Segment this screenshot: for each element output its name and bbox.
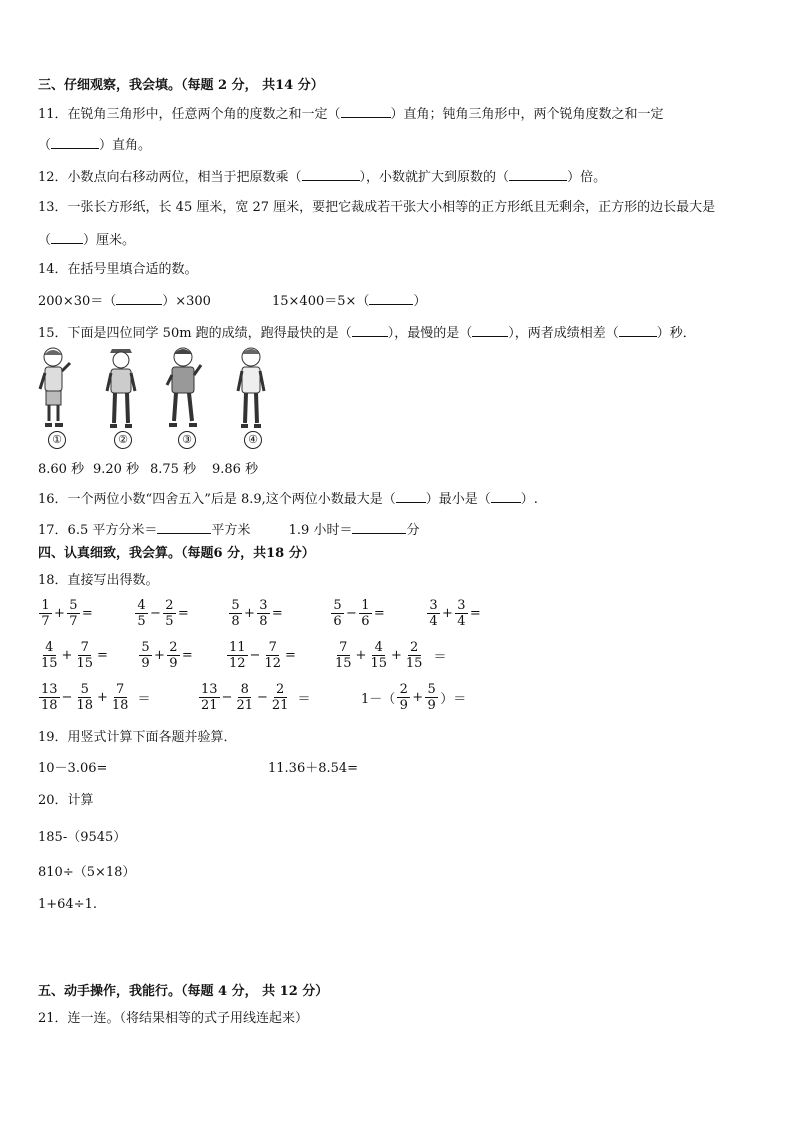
fraction-expr-r3-1 [38, 682, 151, 713]
denominator: 18 [41, 698, 58, 713]
q17-text-c: 1.9 小时＝ [288, 523, 353, 538]
q11-text-c: （ [38, 138, 52, 153]
runner-3-figure [163, 345, 207, 431]
question-19-title: 19．用竖式计算下面各题并验算． [38, 730, 237, 745]
denominator: 7 [69, 614, 78, 629]
runner-2-time: 9.20 秒 [93, 462, 140, 477]
fraction [39, 640, 60, 671]
fraction [455, 598, 468, 629]
question-14-right [272, 292, 426, 310]
operator: − [346, 606, 357, 621]
operator: + [442, 606, 453, 621]
q13-text-c: ）厘米。 [83, 233, 136, 248]
question-13: 13．一张长方形纸，长 45 厘米，宽 27 厘米，要把它裁成若干张大小相等的正方形纸且无剩余，正方形的边长最大是 [38, 200, 716, 215]
numerator: 2 [167, 640, 180, 656]
numerator: 5 [78, 682, 91, 698]
runner-4-mark: ④ [244, 431, 262, 449]
operator: − [221, 690, 233, 705]
runner-1-mark: ① [48, 431, 66, 449]
denominator: 15 [370, 656, 387, 671]
question-16 [38, 490, 538, 508]
q20-item-1: 185-（9545） [38, 830, 127, 845]
equals: ＝ [137, 692, 151, 707]
fraction-expr-r1-4 [330, 598, 386, 629]
numerator: 3 [257, 598, 270, 614]
fraction [67, 598, 80, 629]
runner-3-mark: ③ [178, 431, 196, 449]
q15-text-a: 15．下面是四位同学 50m 跑的成绩，跑得最快的是（ [38, 326, 352, 341]
denominator: 15 [41, 656, 58, 671]
numerator: 3 [427, 598, 440, 614]
q12-blank-2[interactable] [509, 168, 567, 181]
q15-blank-2[interactable] [472, 324, 508, 337]
denominator: 12 [229, 656, 246, 671]
denominator: 18 [76, 698, 93, 713]
numerator: 2 [408, 640, 421, 656]
denominator: 4 [457, 614, 466, 629]
numerator: 5 [229, 598, 242, 614]
fraction-expr-r3-2 [198, 682, 311, 713]
question-12 [38, 168, 606, 186]
q17-text-a: 17．6.5 平方分米＝ [38, 523, 158, 538]
question-18-title: 18．直接写出得数。 [38, 573, 159, 588]
operator: − [257, 690, 268, 705]
question-11 [38, 105, 664, 123]
section-5-title: 五、动手操作，我能行。（每题 4 分， 共 12 分） [38, 984, 329, 999]
q11-blank-2[interactable] [51, 136, 99, 149]
equals: ＝ [297, 692, 311, 707]
fraction-expr-r3-3 [360, 682, 467, 713]
runner-4-time: 9.86 秒 [212, 462, 259, 477]
denominator: 9 [169, 656, 178, 671]
operator: + [244, 606, 255, 621]
q19-left: 10－3.06= [38, 761, 108, 776]
denominator: 12 [264, 656, 281, 671]
q17-blank-1[interactable] [157, 521, 211, 534]
operator: + [154, 648, 165, 663]
fraction [167, 640, 180, 671]
section-3-title: 三、仔细观察，我会填。（每题 2 分， 共14 分） [38, 78, 324, 93]
fraction [199, 682, 220, 713]
denominator: 15 [76, 656, 93, 671]
numerator: 4 [135, 598, 148, 614]
fraction [425, 682, 438, 713]
operator: + [97, 690, 108, 705]
fraction [74, 682, 95, 713]
denominator: 21 [201, 698, 218, 713]
denominator: 18 [111, 698, 129, 713]
question-15 [38, 324, 696, 342]
q12-blank-1[interactable] [302, 168, 360, 181]
equals: = [81, 606, 93, 621]
denominator: 5 [165, 614, 174, 629]
q11-blank-1[interactable] [341, 105, 391, 118]
numerator: 7 [266, 640, 279, 656]
operator: − [249, 648, 261, 663]
denominator: 8 [231, 614, 240, 629]
fraction-expr-r1-5 [426, 598, 482, 629]
q15-blank-3[interactable] [619, 324, 657, 337]
q14-left-b: ）×300 [162, 294, 211, 309]
fraction [262, 640, 283, 671]
denominator: 8 [259, 614, 268, 629]
operator: + [355, 648, 367, 663]
numerator: 5 [67, 598, 80, 614]
fraction-expr-r1-3 [228, 598, 284, 629]
denominator: 21 [271, 698, 289, 713]
denominator: 4 [429, 614, 438, 629]
denominator: 15 [335, 656, 352, 671]
equals: = [285, 648, 296, 663]
numerator: 7 [337, 640, 350, 656]
numerator: 2 [163, 598, 176, 614]
question-14-left [38, 292, 211, 310]
q14-left-a: 200×30＝（ [38, 294, 117, 309]
runner-2-figure [100, 345, 144, 431]
numerator: 1 [359, 598, 372, 614]
denominator: 6 [361, 614, 370, 629]
operator: − [150, 606, 161, 621]
q14-blank-2[interactable] [369, 292, 413, 305]
question-13-cont [38, 231, 135, 249]
numerator: 2 [274, 682, 287, 698]
q13-text-b: （ [38, 233, 52, 248]
denominator: 15 [405, 656, 423, 671]
numerator: 13 [201, 682, 218, 697]
fraction [39, 682, 60, 713]
fraction [139, 640, 152, 671]
q16-text-c: ）. [520, 492, 538, 507]
numerator: 5 [139, 640, 152, 656]
question-20-title: 20．计算 [38, 793, 94, 808]
equals: = [373, 606, 385, 621]
fraction [227, 640, 248, 671]
q14-right-a: 15×400＝5×（ [272, 294, 370, 309]
lead-text: 1－（ [361, 692, 396, 707]
fraction-expr-r2-3 [226, 640, 297, 671]
fraction [331, 598, 344, 629]
equals: ）＝ [440, 692, 467, 707]
numerator: 13 [41, 682, 58, 697]
equals: = [181, 648, 193, 663]
q15-text-b: ），最慢的是（ [387, 326, 473, 341]
question-11-cont [38, 136, 151, 154]
denominator: 7 [41, 614, 50, 629]
q13-blank[interactable] [51, 231, 83, 244]
q15-text-d: ）秒． [656, 326, 696, 341]
numerator: 5 [425, 682, 438, 698]
question-21: 21．连一连。（将结果相等的式子用线连起来） [38, 1011, 309, 1026]
runner-1-figure [36, 345, 80, 431]
fraction [135, 598, 148, 629]
fraction-expr-r1-1 [38, 598, 94, 629]
q20-item-2: 810÷（5×18） [38, 865, 136, 880]
numerator: 7 [78, 640, 91, 656]
runner-1-time: 8.60 秒 [38, 462, 85, 477]
fraction-expr-r2-4 [332, 640, 447, 671]
equals: = [177, 606, 189, 621]
equals: = [271, 606, 283, 621]
fraction [39, 598, 52, 629]
fraction [397, 682, 410, 713]
fraction [404, 640, 425, 671]
fraction [74, 640, 95, 671]
q20-item-3: 1+64÷1. [38, 897, 98, 912]
fraction-expr-r1-2 [134, 598, 190, 629]
numerator: 4 [372, 640, 385, 656]
denominator: 6 [333, 614, 342, 629]
equals: = [97, 648, 108, 663]
runner-2-mark: ② [114, 431, 132, 449]
numerator: 5 [331, 598, 344, 614]
q14-right-b: ） [413, 294, 427, 309]
fraction [163, 598, 176, 629]
fraction-expr-r2-1 [38, 640, 109, 671]
fraction [110, 682, 131, 713]
operator: − [61, 690, 73, 705]
operator: + [61, 648, 73, 663]
q11-text-a: 11．在锐角三角形中，任意两个角的度数之和一定（ [38, 107, 341, 122]
denominator: 9 [141, 656, 150, 671]
numerator: 7 [114, 682, 127, 698]
operator: + [54, 606, 65, 621]
fraction-expr-r2-2 [138, 640, 194, 671]
q15-text-c: ），两者成绩相差（ [508, 326, 619, 341]
q17-blank-2[interactable] [352, 521, 406, 534]
denominator: 21 [236, 698, 253, 713]
equals: ＝ [433, 650, 447, 665]
fraction [257, 598, 270, 629]
fraction [270, 682, 291, 713]
question-14-title: 14．在括号里填合适的数。 [38, 262, 198, 277]
fraction [368, 640, 389, 671]
q15-blank-1[interactable] [352, 324, 388, 337]
q16-text-a: 16．一个两位小数“四舍五入”后是 8.9,这个两位小数最大是（ [38, 492, 396, 507]
numerator: 8 [238, 682, 251, 698]
numerator: 3 [455, 598, 468, 614]
q12-text-b: ），小数就扩大到原数的（ [359, 170, 510, 185]
q12-text-c: ）倍。 [567, 170, 607, 185]
q14-blank-1[interactable] [116, 292, 162, 305]
q16-blank-2[interactable] [491, 490, 521, 503]
fraction [229, 598, 242, 629]
denominator: 9 [399, 698, 408, 713]
q12-text-a: 12．小数点向右移动两位，相当于把原数乘（ [38, 170, 302, 185]
fraction [427, 598, 440, 629]
denominator: 5 [137, 614, 146, 629]
numerator: 11 [229, 640, 246, 655]
q17-text-b: 平方米 [211, 523, 251, 538]
numerator: 1 [39, 598, 52, 614]
q16-text-b: ）最小是（ [425, 492, 491, 507]
runner-3-time: 8.75 秒 [150, 462, 197, 477]
section-4-title: 四、认真细致，我会算。（每题6 分，共18 分） [38, 546, 315, 561]
numerator: 2 [397, 682, 410, 698]
q17-text-d: 分 [406, 523, 420, 538]
runner-4-figure [229, 345, 273, 431]
denominator: 9 [427, 698, 436, 713]
question-17 [38, 521, 419, 539]
fraction [234, 682, 255, 713]
operator: + [391, 648, 402, 663]
numerator: 4 [43, 640, 56, 656]
operator: + [412, 690, 424, 705]
fraction [333, 640, 354, 671]
q11-text-d: ）直角。 [99, 138, 152, 153]
q19-right: 11.36＋8.54= [268, 761, 359, 776]
equals: = [469, 606, 481, 621]
q16-blank-1[interactable] [396, 490, 426, 503]
fraction [359, 598, 372, 629]
q11-text-b: ）直角；钝角三角形中，两个锐角度数之和一定 [390, 107, 664, 122]
